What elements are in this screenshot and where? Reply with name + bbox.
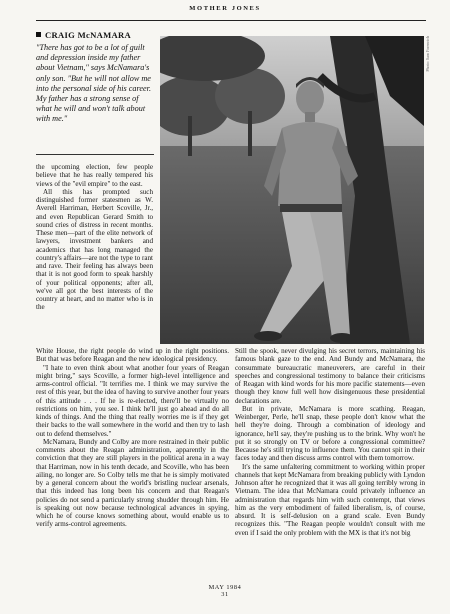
pullquote-rule: [36, 154, 154, 155]
page-number: 31: [221, 591, 229, 598]
bottom-right-column: [235, 347, 425, 537]
bottom-left-column: [36, 347, 229, 529]
magazine-header: MOTHER JONES: [189, 5, 261, 12]
paragraph: the upcoming election, few people believe that he has really tempered his views of the "evil empire" to the east.: [36, 163, 153, 188]
pullquote: [36, 30, 154, 125]
pullquote-name-text: CRAIG McNAMARA: [45, 30, 132, 40]
paragraph: But in private, McNamara is more scathing. Reagan, Weinberger, Perle, he'll snap, these people don't know what the hell they're doing. Through a combination of ideology and ignorance, he'll say, they're pushing us to the brink. Why won't he put it so strongly on TV or before a congressional committee? Because he's still trying to influence them. You cannot spit in their faces today and then discuss arms control with them tomorrow.: [235, 404, 425, 463]
portrait-photo: [160, 36, 424, 344]
left-column: [36, 163, 153, 312]
paragraph: McNamara, Bundy and Colby are more restrained in their public comments about the Reagan administration, apparently in the conviction that they are still players in the political arena in a way that Harriman, now in his tenth decade, and Scoville, who has been ailing, no longer are. So Colby tells me that he is simply motivated by a general concern about the world's bristling nuclear arsenals, that this indeed has long been his concern and that Reagan's policies do not send a particularly strong shudder through him. He is speaking out now because technological advances in spying, which he of course knows something about, would enable us to verify arms-control agreements.: [36, 437, 229, 529]
paragraph: "I hate to even think about what another four years of Reagan might bring," says Scoville, a former high-level intelligence and arms-control official. "It terrifies me. I think we may survive the rest of this year, but the idea of having to survive another four years of this attitude . . . If he is re-elected, there'll be virtually no restrictions on him, you see. I think he'll just go ahead and do all kinds of things. And the thing that really worries me is if they get their backs to the wall somewhere in the world and then try to lash out to defend themselves.": [36, 363, 229, 438]
photo-image: [160, 36, 424, 344]
page-footer: [0, 584, 450, 598]
header-rule: [36, 20, 426, 21]
paragraph: It's the same unfaltering commitment to working within proper channels that kept McNamara from breaking publicly with Lyndon Johnson after he recognized that it was all going terribly wrong in Vietnam. The idea that McNamara could privately influence an administration that regards him with such contempt, that views him as the very embodiment of failed liberalism, is, of course, absurd. It is self-delusion on a grand scale. Even Bundy recognizes this. "The Reagan people wouldn't consult with me even if I said the only problem with the MX is that it's not big: [235, 462, 425, 537]
issue-date: MAY 1984: [208, 584, 242, 591]
photo-credit: Photo: Sam Forencich: [425, 36, 430, 72]
pullquote-name: [36, 30, 154, 40]
paragraph: White House, the right people do wind up in the right positions. But that was before Reagan and the new ideological presidency.: [36, 347, 229, 364]
square-bullet-icon: [36, 32, 41, 37]
paragraph: Still the spook, never divulging his secret terrors, maintaining his famous blank gaze to the end. And Bundy and McNamara, the consummate bureaucratic maneuverers, are careful in their speeches and congressional testimony to balance their criticisms of Reagan with kind words for his more pacific statements—even though they know full well how disingenuous these presidential declarations are.: [235, 347, 425, 405]
pullquote-text: "There has got to be a lot of guilt and depression inside my father about Vietnam," says McNamara's only son. "But he will not allow me into the personal side of his career. My father has a strong sense of what he will and won't talk about with me.": [36, 43, 151, 124]
paragraph: All this has prompted such distinguished former statesmen as W. Averell Harriman, Herbert Scoville, Jr., and even Republican Gerard Smith to sound cries of distress in recent months. These men—part of the elite network of lawyers, investment bankers and academics that has long managed the country's affairs—are not the type to rant and rave. Their feeling has always been that it is not good form to speak harshly of your political opponents; after all, we've all got the best interests of the country at heart, and no matter who is in the: [36, 187, 153, 312]
